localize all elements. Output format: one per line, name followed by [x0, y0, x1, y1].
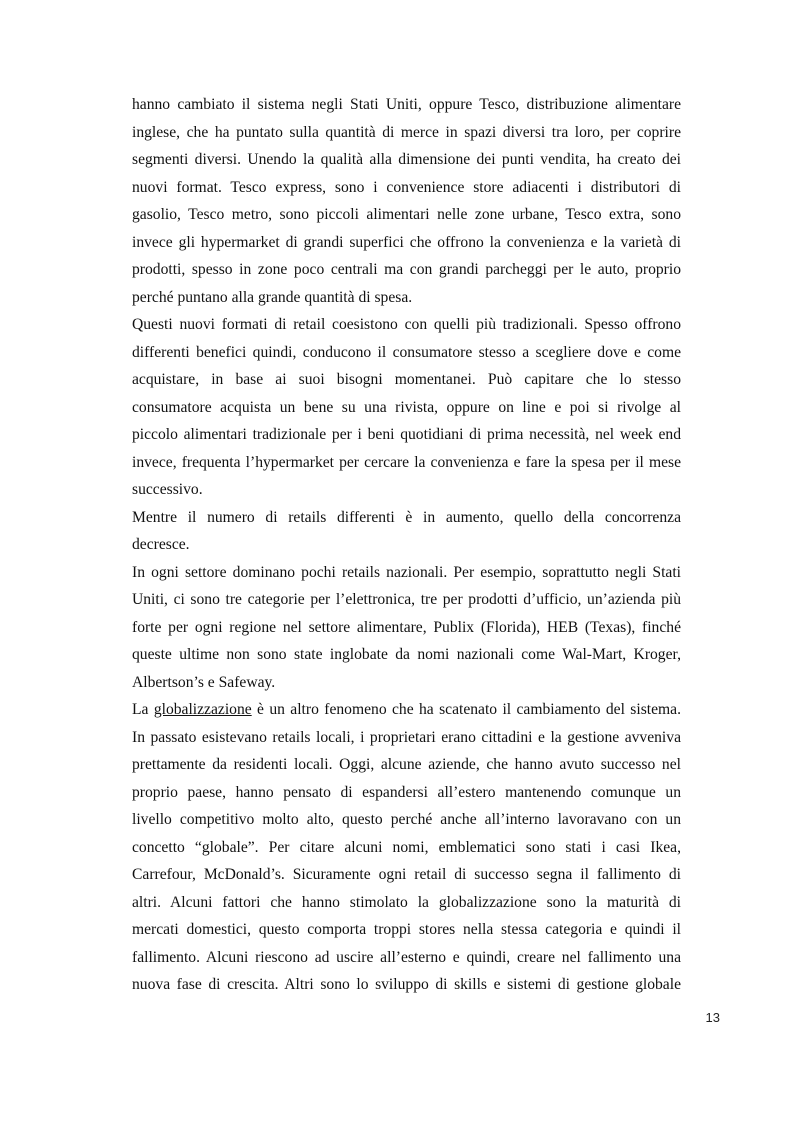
paragraph-tesco-formats: [132, 91, 681, 311]
text-line: consumatore acquista un bene su una rivista, oppure on line e poi si rivolge al: [132, 398, 681, 416]
text-line: acquistare, in base ai suoi bisogni momentanei. Può capitare che lo stesso: [132, 371, 681, 388]
underlined-term-globalizzazione: globalizzazione: [153, 701, 252, 718]
text-line: hanno cambiato il sistema negli Stati Uniti, oppure Tesco, distribuzione alimentare: [132, 96, 681, 113]
text-line: Uniti, ci sono tre categorie per l’elettronica, tre per prodotti d’ufficio, un’azienda più: [132, 591, 681, 608]
text-line: mercati domestici, questo comporta troppi stores nella stessa categoria e quindi il: [132, 921, 681, 938]
text-line: gasolio, Tesco metro, sono piccoli alimentari nelle zone urbane, Tesco extra, sono: [132, 206, 681, 223]
text-line: prettamente da residenti locali. Oggi, alcune aziende, che hanno avuto successo nel: [132, 756, 681, 773]
paragraph-new-retail-formats: [132, 311, 681, 504]
text-line: perché puntano alla grande quantità di spesa.: [132, 288, 413, 306]
text-line: In ogni settore dominano pochi retails nazionali. Per esempio, soprattutto negli Stati: [132, 563, 681, 581]
text-line: inglese, che ha puntato sulla quantità di merce in spazi diversi tra loro, per coprire: [132, 123, 681, 141]
text-line: proprio paese, hanno pensato di espandersi all’estero mantenendo comunque un: [132, 783, 681, 801]
text-line: Mentre il numero di retails differenti è in aumento, quello della concorrenza: [132, 508, 681, 526]
page-body: [132, 91, 681, 999]
text-line: concetto “globale”. Per citare alcuni nomi, emblematici sono stati i casi Ikea,: [132, 838, 681, 856]
text-line: segmenti diversi. Unendo la qualità alla dimensione dei punti vendita, ha creato dei: [132, 151, 681, 168]
text-line: fallimento. Alcuni riescono ad uscire all’esterno e quindi, creare nel fallimento una: [132, 948, 681, 966]
text-line: invece, frequenta l’hypermarket per cercare la convenienza e fare la spesa per il mese: [132, 453, 681, 471]
text-line: Albertson’s e Safeway.: [132, 673, 276, 691]
text-line: piccolo alimentari tradizionale per i beni quotidiani di prima necessità, nel week end: [132, 426, 681, 443]
paragraph-national-retails: [132, 559, 681, 697]
text-line: forte per ogni regione nel settore alimentare, Publix (Florida), HEB (Texas), finché: [132, 618, 681, 636]
text-line: nuova fase di crescita. Altri sono lo sviluppo di skills e sistemi di gestione globale: [132, 976, 681, 993]
text-run: è un altro fenomeno che ha scatenato il cambiamento del sistema.: [251, 701, 681, 718]
paragraph-globalization: [132, 696, 681, 999]
text-line: queste ultime non sono state inglobate da nomi nazionali come Wal-Mart, Kroger,: [132, 646, 681, 663]
text-line: differenti benefici quindi, conducono il consumatore stesso a scegliere dove e come: [132, 343, 681, 361]
text-line: invece gli hypermarket di grandi superfici che offrono la convenienza e la varietà di: [132, 233, 681, 251]
text-line: [132, 696, 681, 724]
text-line: prodotti, spesso in zone poco centrali ma con grandi parcheggi per le auto, proprio: [132, 261, 681, 278]
text-line: altri. Alcuni fattori che hanno stimolato la globalizzazione sono la maturità di: [132, 893, 681, 911]
text-line: successivo.: [132, 481, 203, 498]
text-line: nuovi format. Tesco express, sono i convenience store adiacenti i distributori di: [132, 178, 681, 196]
text-line: decresce.: [132, 536, 190, 553]
text-line: livello competitivo molto alto, questo perché anche all’interno lavoravano con un: [132, 811, 681, 828]
text-line: Carrefour, McDonald’s. Sicuramente ogni retail di successo segna il fallimento di: [132, 866, 681, 883]
text-run: La: [132, 701, 154, 718]
text-line: Questi nuovi formati di retail coesistono con quelli più tradizionali. Spesso offrono: [132, 316, 681, 333]
page-number: 13: [705, 1010, 720, 1025]
text-line: In passato esistevano retails locali, i proprietari erano cittadini e la gestione avveniva: [132, 728, 681, 746]
paragraph-competition: [132, 504, 681, 559]
